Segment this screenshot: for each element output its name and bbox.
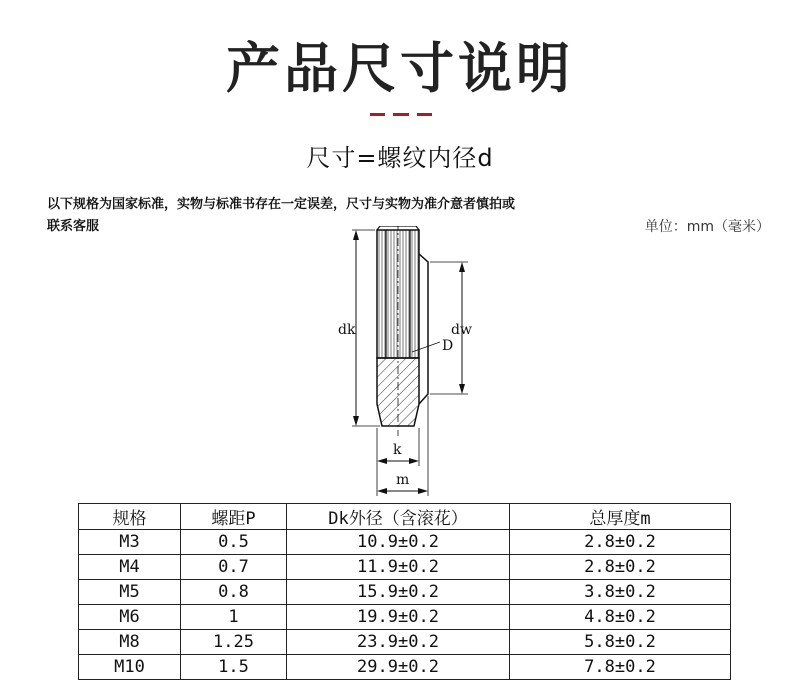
table-row xyxy=(79,530,731,555)
table-row xyxy=(79,605,731,630)
d-label: D xyxy=(442,338,454,354)
m-label: m xyxy=(396,472,410,488)
dk-label: dk xyxy=(338,322,356,338)
table-cell: 23.9±0.2 xyxy=(287,630,510,655)
table-row xyxy=(79,555,731,580)
table-cell: 3.8±0.2 xyxy=(510,580,731,605)
unit-label: 单位：mm（毫米） xyxy=(644,219,770,235)
table-cell: 0.7 xyxy=(181,555,287,580)
page-title: 产品尺寸说明 xyxy=(226,37,574,100)
dk-dimension xyxy=(352,230,380,426)
table-cell: 0.8 xyxy=(181,580,287,605)
table-cell: 2.8±0.2 xyxy=(510,530,731,555)
title-divider xyxy=(370,113,432,116)
table-cell: M4 xyxy=(79,555,181,580)
table-cell: 2.8±0.2 xyxy=(510,555,731,580)
header-cell: Dk外径（含滚花） xyxy=(287,504,510,530)
spec-table xyxy=(78,503,731,680)
table-cell: 19.9±0.2 xyxy=(287,605,510,630)
flange-shape xyxy=(419,254,428,404)
header-cell: 螺距P xyxy=(181,504,287,530)
table-cell: M8 xyxy=(79,630,181,655)
table-cell: 29.9±0.2 xyxy=(287,655,510,680)
table-cell: 0.5 xyxy=(181,530,287,555)
header-cell: 规格 xyxy=(79,504,181,530)
header-cell: 总厚度m xyxy=(510,504,731,530)
table-cell: 11.9±0.2 xyxy=(287,555,510,580)
table-cell: 4.8±0.2 xyxy=(510,605,731,630)
table-cell: M5 xyxy=(79,580,181,605)
table-cell: 1.25 xyxy=(181,630,287,655)
disclaimer-line-1: 以下规格为国家标准，实物与标准书存在一定误差，尺寸与实物为准介意者慎拍或 xyxy=(47,197,516,212)
table-header-row xyxy=(79,504,731,530)
table-row xyxy=(79,630,731,655)
table-cell: 10.9±0.2 xyxy=(287,530,510,555)
table-cell: 15.9±0.2 xyxy=(287,580,510,605)
page-subtitle: 尺寸=螺纹内径d xyxy=(306,144,494,172)
table-cell: M10 xyxy=(79,655,181,680)
table-cell: M6 xyxy=(79,605,181,630)
table-cell: 5.8±0.2 xyxy=(510,630,731,655)
disclaimer-line-2: 联系客服 xyxy=(47,219,100,234)
table-row xyxy=(79,655,731,680)
table-cell: 1.5 xyxy=(181,655,287,680)
k-label: k xyxy=(393,442,402,458)
table-cell: 7.8±0.2 xyxy=(510,655,731,680)
table-cell: M3 xyxy=(79,530,181,555)
table-cell: 1 xyxy=(181,605,287,630)
table-row xyxy=(79,580,731,605)
dw-label: dw xyxy=(451,322,472,338)
nut-cross-section-diagram xyxy=(330,226,490,498)
